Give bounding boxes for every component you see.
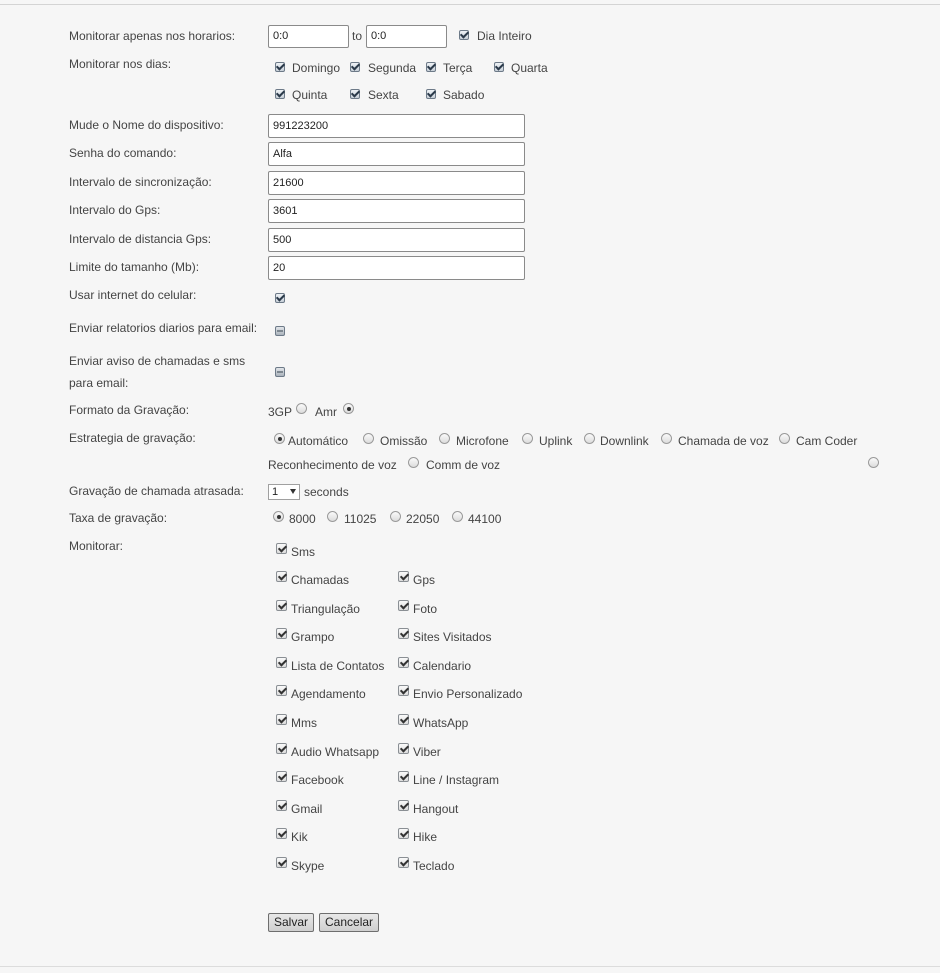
call-sms-alert-checkbox[interactable] xyxy=(275,367,285,377)
monitor-sms-checkbox[interactable] xyxy=(276,543,287,554)
monitor-checkbox[interactable] xyxy=(398,828,409,839)
delay-unit: seconds xyxy=(304,485,349,499)
strategy-radio[interactable] xyxy=(522,433,533,444)
rate-radio[interactable] xyxy=(452,511,463,522)
rate-option-label: 22050 xyxy=(406,512,440,526)
hours-label: Monitorar apenas nos horarios: xyxy=(69,29,236,43)
strategy-radio[interactable] xyxy=(274,433,285,444)
field-input[interactable]: 20 xyxy=(268,256,525,280)
monitor-item-label: Audio Whatsapp xyxy=(291,745,380,759)
day-checkbox[interactable] xyxy=(350,62,360,72)
monitor-item-label: Facebook xyxy=(291,773,344,787)
monitor-checkbox[interactable] xyxy=(276,828,287,839)
mobile-internet-label: Usar internet do celular: xyxy=(69,288,197,302)
format-label: Formato da Gravação: xyxy=(69,403,190,417)
to-label: to xyxy=(352,29,363,43)
monitor-item-label: Hike xyxy=(413,830,438,844)
monitor-sms-label: Sms xyxy=(291,545,315,559)
delay-select[interactable] xyxy=(268,484,300,500)
monitor-checkbox[interactable] xyxy=(398,800,409,811)
strategy-label: Estrategia de gravação: xyxy=(69,431,196,445)
monitor-item-label: Gmail xyxy=(291,802,323,816)
daily-reports-checkbox[interactable] xyxy=(275,326,285,336)
monitor-item-label: Gps xyxy=(413,573,436,587)
strategy-radio[interactable] xyxy=(868,457,879,468)
field-label: Mude o Nome do dispositivo: xyxy=(69,118,224,132)
monitor-checkbox[interactable] xyxy=(398,628,409,639)
monitor-item-label: Agendamento xyxy=(291,687,366,701)
strategy-option-label: Automático xyxy=(288,434,349,448)
monitor-item-label: Foto xyxy=(413,602,438,616)
allday-label: Dia Inteiro xyxy=(477,29,532,43)
format-amr-radio[interactable] xyxy=(343,403,354,414)
monitor-checkbox[interactable] xyxy=(276,657,287,668)
field-label: Intervalo do Gps: xyxy=(69,203,161,217)
day-label: Quarta xyxy=(511,61,548,75)
monitor-item-label: Chamadas xyxy=(291,573,350,587)
monitor-checkbox[interactable] xyxy=(398,743,409,754)
monitor-checkbox[interactable] xyxy=(276,571,287,582)
monitor-checkbox[interactable] xyxy=(398,600,409,611)
bottom-divider xyxy=(0,966,940,967)
monitor-checkbox[interactable] xyxy=(276,600,287,611)
rate-label: Taxa de gravação: xyxy=(69,511,168,525)
daily-reports-label: Enviar relatorios diarios para email: xyxy=(69,321,258,335)
monitor-item-label: Calendario xyxy=(413,659,472,673)
strategy-option-label: Comm de voz xyxy=(426,458,501,472)
day-label: Sexta xyxy=(368,88,399,102)
monitor-item-label: Skype xyxy=(291,859,325,873)
monitor-checkbox[interactable] xyxy=(276,714,287,725)
field-input[interactable]: Alfa xyxy=(268,142,525,166)
strategy-option-label: Omissão xyxy=(380,434,428,448)
field-label: Limite do tamanho (Mb): xyxy=(69,260,200,274)
monitor-item-label: Envio Personalizado xyxy=(413,687,523,701)
monitor-checkbox[interactable] xyxy=(398,685,409,696)
monitor-checkbox[interactable] xyxy=(276,628,287,639)
monitor-checkbox[interactable] xyxy=(398,571,409,582)
save-button[interactable]: Salvar xyxy=(268,913,314,932)
monitor-item-label: Kik xyxy=(291,830,308,844)
day-label: Terça xyxy=(443,61,473,75)
format-3gp-radio[interactable] xyxy=(296,403,307,414)
monitor-checkbox[interactable] xyxy=(276,800,287,811)
rate-option-label: 44100 xyxy=(468,512,502,526)
monitor-checkbox[interactable] xyxy=(276,771,287,782)
monitor-checkbox[interactable] xyxy=(276,857,287,868)
field-input[interactable]: 3601 xyxy=(268,199,525,223)
monitor-checkbox[interactable] xyxy=(276,743,287,754)
day-checkbox[interactable] xyxy=(275,62,285,72)
strategy-option-label: Cam Coder xyxy=(796,434,858,448)
monitor-item-label: WhatsApp xyxy=(413,716,469,730)
field-label: Intervalo de distancia Gps: xyxy=(69,232,212,246)
strategy-option-label: Reconhecimento de voz xyxy=(268,458,397,472)
chevron-down-icon xyxy=(290,489,296,494)
monitor-item-label: Grampo xyxy=(291,630,335,644)
days-label: Monitorar nos dias: xyxy=(69,57,172,71)
delay-select-value: 1 xyxy=(272,486,279,498)
day-label: Domingo xyxy=(292,61,341,75)
strategy-option-label: Chamada de voz xyxy=(678,434,769,448)
mobile-internet-checkbox[interactable] xyxy=(275,293,285,303)
monitor-label: Monitorar: xyxy=(69,539,124,553)
strategy-option-label: Uplink xyxy=(539,434,573,448)
delay-label: Gravação de chamada atrasada: xyxy=(69,484,244,498)
rate-radio[interactable] xyxy=(273,511,284,522)
day-checkbox[interactable] xyxy=(426,89,436,99)
allday-checkbox[interactable] xyxy=(459,30,469,40)
strategy-option-label: Microfone xyxy=(456,434,509,448)
monitor-item-label: Teclado xyxy=(413,859,455,873)
rate-option-label: 8000 xyxy=(289,512,316,526)
strategy-option-label: Downlink xyxy=(600,434,649,448)
monitor-item-label: Triangulação xyxy=(291,602,360,616)
day-checkbox[interactable] xyxy=(350,89,360,99)
monitor-checkbox[interactable] xyxy=(398,771,409,782)
strategy-radio[interactable] xyxy=(779,433,790,444)
field-input[interactable]: 500 xyxy=(268,228,525,252)
monitor-item-label: Hangout xyxy=(413,802,459,816)
strategy-radio[interactable] xyxy=(661,433,672,444)
monitor-checkbox[interactable] xyxy=(398,657,409,668)
field-label: Senha do comando: xyxy=(69,146,177,160)
field-input[interactable]: 21600 xyxy=(268,171,525,195)
top-divider xyxy=(0,4,940,5)
strategy-radio[interactable] xyxy=(439,433,450,444)
day-label: Sabado xyxy=(443,88,485,102)
field-input[interactable]: 991223200 xyxy=(268,114,525,138)
call-sms-alert-label: Enviar aviso de chamadas e sms para email: xyxy=(69,354,246,390)
rate-radio[interactable] xyxy=(327,511,338,522)
format-3gp-label: 3GP xyxy=(268,405,293,419)
monitor-checkbox[interactable] xyxy=(398,857,409,868)
strategy-radio[interactable] xyxy=(363,433,374,444)
end-time-input[interactable]: 0:0 xyxy=(366,25,447,48)
day-label: Quinta xyxy=(292,88,328,102)
start-time-input[interactable]: 0:0 xyxy=(268,25,349,48)
format-amr-label: Amr xyxy=(315,405,337,419)
monitor-item-label: Mms xyxy=(291,716,317,730)
field-label: Intervalo de sincronização: xyxy=(69,175,212,189)
strategy-radio[interactable] xyxy=(584,433,595,444)
rate-radio[interactable] xyxy=(390,511,401,522)
day-label: Segunda xyxy=(368,61,417,75)
monitor-item-label: Sites Visitados xyxy=(413,630,492,644)
monitor-item-label: Line / Instagram xyxy=(413,773,500,787)
strategy-radio[interactable] xyxy=(408,457,419,468)
monitor-item-label: Lista de Contatos xyxy=(291,659,385,673)
monitor-checkbox[interactable] xyxy=(398,714,409,725)
day-checkbox[interactable] xyxy=(275,89,285,99)
monitor-checkbox[interactable] xyxy=(276,685,287,696)
day-checkbox[interactable] xyxy=(426,62,436,72)
cancel-button[interactable]: Cancelar xyxy=(319,913,379,932)
rate-option-label: 11025 xyxy=(344,512,377,526)
day-checkbox[interactable] xyxy=(494,62,504,72)
monitor-item-label: Viber xyxy=(413,745,441,759)
